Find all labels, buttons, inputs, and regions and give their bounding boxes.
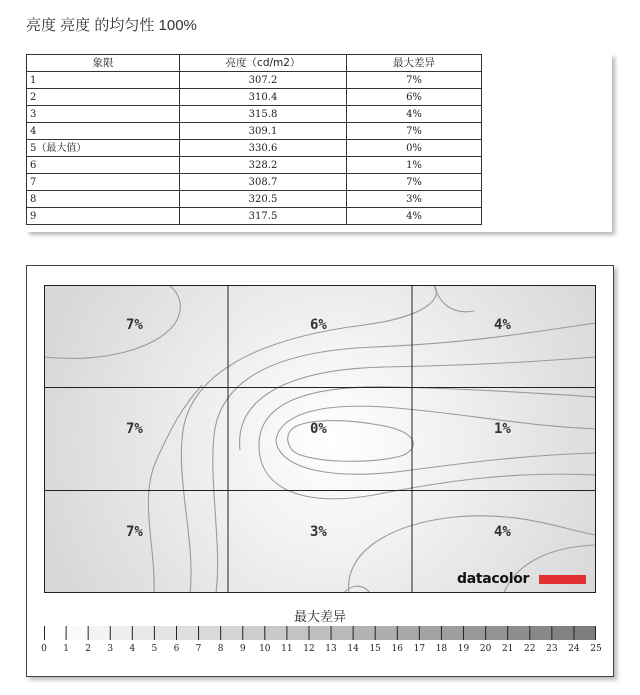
cell-luminance: 320.5	[180, 191, 347, 208]
table-row	[27, 72, 482, 89]
legend-scale-step	[331, 626, 354, 640]
legend-scale-step	[419, 626, 442, 640]
legend-scale-label: 16	[391, 644, 403, 654]
cell-max-diff: 4%	[347, 106, 482, 123]
legend-scale-step	[110, 626, 133, 640]
cell-max-diff: 3%	[347, 191, 482, 208]
legend-scale-label: 22	[524, 644, 536, 654]
cell-max-diff: 1%	[347, 157, 482, 174]
quadrant-value-5: 0%	[310, 421, 327, 437]
legend-scale-step	[530, 626, 553, 640]
legend-scale-step	[552, 626, 575, 640]
cell-luminance: 309.1	[180, 123, 347, 140]
legend-scale-step	[397, 626, 420, 640]
legend-scale-step	[309, 626, 332, 640]
legend-scale-label: 17	[413, 644, 426, 654]
table-row	[27, 157, 482, 174]
legend-scale-label: 24	[568, 644, 580, 654]
legend-scale-step	[154, 626, 177, 640]
legend-scale-bar	[44, 626, 596, 640]
legend-scale-label: 10	[259, 644, 271, 654]
legend-scale-label: 18	[435, 644, 448, 654]
legend-scale-step	[44, 626, 67, 640]
page-title: 亮度 亮度 的均匀性 100%	[26, 17, 197, 34]
cell-luminance: 328.2	[180, 157, 347, 174]
table-row	[27, 140, 482, 157]
luminance-table-panel	[26, 54, 612, 232]
legend-scale-step	[353, 626, 376, 640]
legend-scale-step	[88, 626, 111, 640]
quadrant-value-8: 3%	[310, 524, 327, 540]
legend-scale-step	[441, 626, 464, 640]
legend-scale-label: 7	[195, 644, 202, 654]
legend-scale-step	[287, 626, 310, 640]
legend-scale-label: 4	[129, 644, 136, 654]
quadrant-value-9: 4%	[494, 524, 511, 540]
legend-scale-step	[221, 626, 244, 640]
legend-scale-step	[375, 626, 398, 640]
legend-scale-label: 21	[501, 644, 514, 654]
cell-luminance: 307.2	[180, 72, 347, 89]
quadrant-value-2: 6%	[310, 317, 327, 333]
quadrant-value-7: 7%	[126, 524, 143, 540]
legend-scale-label: 3	[107, 644, 114, 654]
legend-scale-label: 20	[479, 644, 492, 654]
quadrant-value-6: 1%	[494, 421, 511, 437]
cell-max-diff: 7%	[347, 174, 482, 191]
legend-scale-label: 11	[281, 644, 293, 654]
cell-quadrant: 2	[27, 89, 180, 106]
col-header-max-diff: 最大差异	[347, 55, 482, 72]
cell-quadrant: 9	[27, 208, 180, 225]
quadrant-value-1: 7%	[126, 317, 143, 333]
legend-scale-step	[132, 626, 155, 640]
cell-luminance: 317.5	[180, 208, 347, 225]
table-row	[27, 123, 482, 140]
legend-scale-step	[508, 626, 531, 640]
legend-scale-label: 0	[41, 644, 47, 654]
datacolor-logo-bar	[539, 575, 586, 584]
datacolor-logo: datacolor	[457, 571, 530, 587]
legend-scale-label: 5	[151, 644, 158, 654]
legend-scale-label: 8	[217, 644, 224, 654]
cell-luminance: 308.7	[180, 174, 347, 191]
table-row	[27, 174, 482, 191]
legend-title: 最大差异	[293, 609, 346, 624]
legend-scale-label: 15	[369, 644, 381, 654]
cell-max-diff: 0%	[347, 140, 482, 157]
cell-max-diff: 6%	[347, 89, 482, 106]
cell-quadrant: 6	[27, 157, 180, 174]
col-header-luminance: 亮度（cd/m2）	[180, 55, 347, 72]
quadrant-value-3: 4%	[494, 317, 511, 333]
cell-luminance: 315.8	[180, 106, 347, 123]
cell-max-diff: 7%	[347, 123, 482, 140]
cell-quadrant: 5（最大值）	[27, 140, 180, 157]
legend-scale-label: 19	[457, 644, 470, 654]
legend-scale-label: 9	[239, 644, 246, 654]
legend-scale-label: 2	[85, 644, 92, 654]
luminance-table	[26, 54, 482, 225]
legend-scale-label: 6	[173, 644, 180, 654]
table-row	[27, 106, 482, 123]
cell-max-diff: 7%	[347, 72, 482, 89]
table-row	[27, 191, 482, 208]
table-row	[27, 89, 482, 106]
legend-scale-step	[265, 626, 288, 640]
cell-luminance: 330.6	[180, 140, 347, 157]
cell-luminance: 310.4	[180, 89, 347, 106]
legend-scale-label: 25	[590, 644, 602, 654]
legend-scale-step	[486, 626, 509, 640]
legend-scale-step	[199, 626, 222, 640]
table-header-row	[27, 55, 482, 72]
legend-scale-label: 13	[325, 644, 337, 654]
cell-quadrant: 7	[27, 174, 180, 191]
col-header-quadrant: 象限	[27, 55, 180, 72]
cell-quadrant: 4	[27, 123, 180, 140]
legend-scale-step	[176, 626, 199, 640]
legend-scale-step	[464, 626, 487, 640]
legend-scale-step	[66, 626, 89, 640]
quadrant-value-4: 7%	[126, 421, 143, 437]
legend-scale-label: 1	[63, 644, 69, 654]
cell-quadrant: 1	[27, 72, 180, 89]
legend-scale-label: 14	[347, 644, 359, 654]
legend-scale-step	[574, 626, 596, 640]
table-row	[27, 208, 482, 225]
legend-scale-label: 23	[546, 644, 558, 654]
legend-scale-label: 12	[303, 644, 315, 654]
cell-max-diff: 4%	[347, 208, 482, 225]
cell-quadrant: 8	[27, 191, 180, 208]
cell-quadrant: 3	[27, 106, 180, 123]
legend-scale-step	[243, 626, 266, 640]
